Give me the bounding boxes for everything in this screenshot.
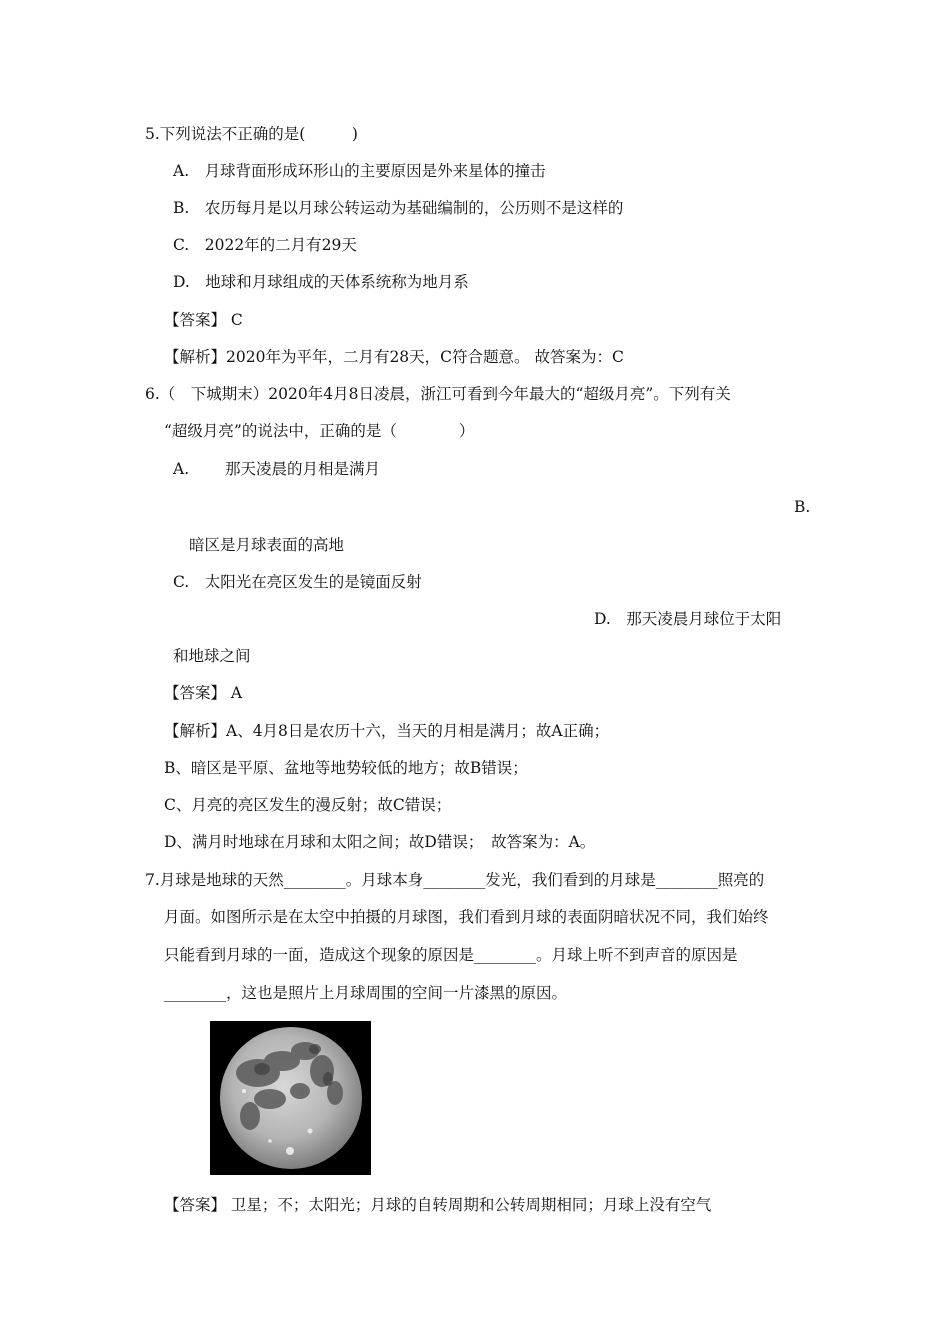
q6-option-b-letter: B. [794, 498, 811, 516]
q6-stem-line1: 6.（ 下城期末）2020年4月8日凌晨，浙江可看到今年最大的“超级月亮”。下列有关 [145, 385, 731, 403]
q6-option-b-text: 暗区是月球表面的高地 [189, 536, 345, 554]
q5-answer: 【答案】 C [164, 311, 243, 329]
q6-option-a: A. 那天凌晨的月相是满月 [173, 460, 381, 478]
q6-analysis-line4: D、满月时地球在月球和太阳之间；故D错误； 故答案为：A。 [164, 833, 596, 851]
q5-option-a: A. 月球背面形成环形山的主要原因是外来星体的撞击 [173, 162, 546, 180]
q6-analysis-line1: 【解析】A、4月8日是农历十六，当天的月相是满月；故A正确； [164, 722, 610, 740]
q7-answer: 【答案】 卫星；不；太阳光；月球的自转周期和公转周期相同；月球上没有空气 [164, 1196, 712, 1214]
q6-option-c: C. 太阳光在亮区发生的是镜面反射 [173, 573, 422, 591]
q6-answer: 【答案】 A [164, 684, 243, 702]
q7-stem-line4: ________，这也是照片上月球周围的空间一片漆黑的原因。 [164, 984, 568, 1002]
q5-option-c: C. 2022年的二月有29天 [173, 236, 357, 254]
q6-option-d-line2: 和地球之间 [173, 647, 251, 665]
q5-stem: 5.下列说法不正确的是( ) [145, 125, 358, 143]
moon-photo [210, 1021, 371, 1175]
q6-analysis-line2: B、暗区是平原、盆地等地势较低的地方；故B错误； [164, 759, 528, 777]
q7-stem-line2: 月面。如图所示是在太空中拍摄的月球图，我们看到月球的表面阴暗状况不同，我们始终 [164, 908, 769, 926]
q6-stem-line2: “超级月亮”的说法中，正确的是（ ） [164, 422, 475, 440]
q5-analysis: 【解析】2020年为平年，二月有28天，C符合题意。 故答案为：C [164, 348, 624, 366]
q6-option-d-line1: D. 那天凌晨月球位于太阳 [594, 610, 782, 628]
q5-option-d: D. 地球和月球组成的天体系统称为地月系 [173, 273, 469, 291]
moon-image [210, 1021, 371, 1175]
q5-option-b: B. 农历每月是以月球公转运动为基础编制的，公历则不是这样的 [173, 199, 624, 217]
q7-stem-line3: 只能看到月球的一面，造成这个现象的原因是________。月球上听不到声音的原因是 [164, 946, 738, 964]
q6-analysis-line3: C、月亮的亮区发生的漫反射；故C错误； [164, 796, 452, 814]
q7-stem-line1: 7.月球是地球的天然________。月球本身________发光，我们看到的月球是________照亮的 [145, 871, 765, 889]
